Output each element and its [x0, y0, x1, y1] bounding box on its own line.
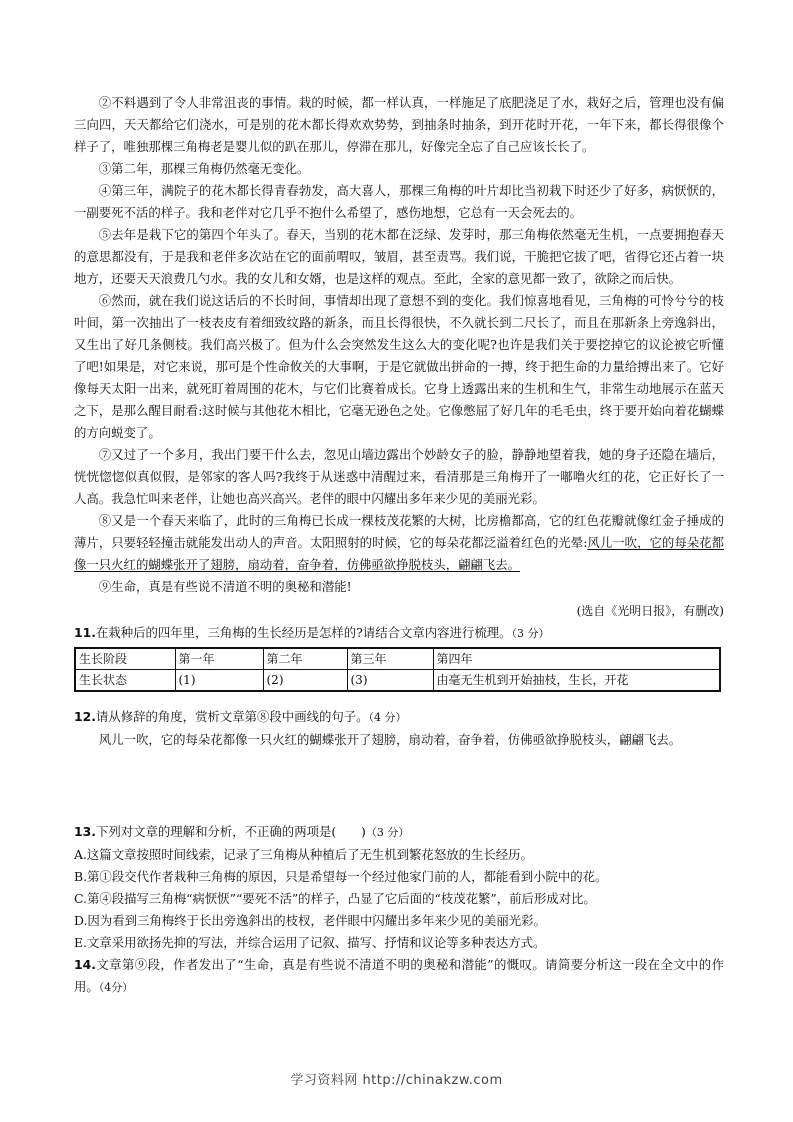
table-cell: 第三年: [347, 648, 433, 670]
question-14-text: 文章第⑨段，作者发出了“生命，真是有些说不清道不明的奥秘和潜能”的慨叹。请简要分析这一段在全文中的作用。: [74, 957, 724, 994]
table-cell: 第四年: [433, 648, 720, 670]
option-e: E.文章采用欲扬先抑的写法，并综合运用了记叙、描写、抒情和议论等多种表达方式。: [74, 935, 546, 950]
question-11: [74, 622, 724, 645]
question-12-quote: 风儿一吹，它的每朵花都像一只火红的蝴蝶张开了翅膀，扇动着，奋争着，仿佛亟欲挣脱枝头，翩翩飞去。: [98, 732, 682, 747]
question-12: [74, 706, 724, 729]
table-cell: 第二年: [263, 648, 347, 670]
question-14-points: （4分）: [98, 981, 134, 994]
question-12-text: 请从修辞的角度，赏析文章第⑧段中画线的句子。: [95, 709, 369, 724]
option-c: C.第④段描写三角梅“病恹恹”“要死不活”的样子，凸显了它后面的“枝茂花繁”，前后形成对比。: [74, 891, 596, 906]
answer-blank-3[interactable]: (3): [347, 670, 433, 692]
paragraph-7: ⑦又过了一个多月，我出门要干什么去，忽见山墙边露出个妙龄女子的脸，静静地望着我，她的身子还隐在墙后，恍恍惚惚似真似假，是邻家的客人吗?我终于从迷惑中清醒过来，看清那是三角梅开了一嘟噜火红的花，它正好长了一人高。我急忙叫来老伴，让她也高兴高兴。老伴的眼中闪耀出多年来少见的美丽光彩。: [74, 447, 724, 506]
table-cell: 由毫无生机到开始抽枝，生长，开花: [433, 670, 720, 692]
document-page: [74, 92, 724, 999]
option-b: B.第①段交代作者栽种三角梅的原因，只是希望每一个经过他家门前的人，都能看到小院中的花。: [74, 869, 608, 884]
question-13: [74, 821, 724, 844]
table-row: [75, 670, 720, 692]
answer-blank-2[interactable]: (2): [263, 670, 347, 692]
table-cell: 生长状态: [75, 670, 175, 692]
question-13-points: （3 分）: [365, 826, 410, 839]
answer-space[interactable]: [74, 751, 724, 821]
table-row: [75, 648, 720, 670]
source-note: (选自《光明日报》，有删改): [576, 604, 724, 618]
question-13-number: 13.: [74, 824, 96, 839]
paragraph-8: [74, 510, 724, 576]
underlined-sentence: 风儿一吹，它的每朵花都像一只火红的蝴蝶张开了翅膀，扇动着，奋争着，仿佛亟欲挣脱枝头，翩翩飞去。: [74, 535, 724, 572]
question-11-text: 在栽种后的四年里，三角梅的生长经历是怎样的?请结合文章内容进行梳理。: [95, 625, 512, 640]
table-cell: 第一年: [175, 648, 263, 670]
paragraph-8-text: ⑧又是一个春天来临了，此时的三角梅已长成一棵枝茂花繁的大树，比房檐都高，它的红色花瓣就像红金子捶成的薄片，只要轻轻撞击就能发出动人的声音。太阳照射的时候，它的每朵花都泛溢着红色的光晕:: [74, 513, 724, 550]
footer-watermark: 学习资料网 http://chinakzw.com: [290, 1073, 503, 1088]
paragraph-2: ②不料遇到了令人非常沮丧的事情。栽的时候，都一样认真，一样施足了底肥浇足了水，栽好之后，管理也没有偏三向四，天天都给它们浇水，可是别的花木都长得欢欢势势，到抽条时抽条，到开花时开花，一年下来，都长得很像个样子了，唯独那棵三角梅老是婴儿似的趴在那儿，停滞在那儿，好像完全忘了自己应该长长了。: [74, 95, 724, 154]
table-cell: 生长阶段: [75, 648, 175, 670]
question-13-text: 下列对文章的理解和分析，不正确的两项是( ): [95, 824, 366, 839]
paragraph-9: ⑨生命，真是有些说不清道不明的奥秘和潜能!: [98, 579, 352, 594]
question-14-number: 14.: [74, 957, 96, 972]
question-11-points: （3 分）: [511, 627, 550, 640]
option-d: D.因为看到三角梅终于长出旁逸斜出的枝杈，老伴眼中闪耀出多年来少见的美丽光彩。: [74, 913, 546, 928]
question-14: [74, 954, 724, 999]
paragraph-4: ④第三年，满院子的花木都长得青春勃发，高大喜人，那棵三角梅的叶片却比当初栽下时还少了好多，病恹恹的，一副要死不活的样子。我和老伴对它几乎不抱什么希望了，感伤地想，它总有一天会死去的。: [74, 183, 724, 220]
paragraph-6: ⑥然而，就在我们说这话后的不长时间，事情却出现了意想不到的变化。我们惊喜地看见，三角梅的可怜兮兮的枝叶间，第一次抽出了一枝表皮有着细致纹路的新条，而且长得很快，不久就长到二尺长了，而且在那新条上旁逸斜出，又生出了好几条侧枝。我们高兴极了。但为什么会突然发生这么大的变化呢?也许是我们关于要挖掉它的议论被它听懂了吧!如果是，对它来说，那可是个性命攸关的大事啊，于是它就做出拼命的一搏，终于把生命的力量给搏出来了。它好像每天太阳一出来，就死盯着周围的花木，与它们比赛着成长。它身上透露出来的生机和生气，非常生动地展示在蓝天之下，是那么醒目耐看:这时候与其他花木相比，它毫无逊色之处。它像憋屈了好几年的毛毛虫，终于要开始向着花蝴蝶的方向蜕变了。: [74, 293, 724, 440]
question-12-points: （4 分）: [368, 711, 407, 724]
question-11-number: 11.: [74, 625, 96, 640]
growth-table: [74, 647, 721, 692]
question-12-number: 12.: [74, 709, 96, 724]
answer-blank-1[interactable]: (1): [175, 670, 263, 692]
paragraph-3: ③第二年，那棵三角梅仍然毫无变化。: [98, 161, 310, 176]
option-a: A.这篇文章按照时间线索，记录了三角梅从种植后了无生机到繁花怒放的生长经历。: [74, 847, 533, 862]
paragraph-5: ⑤去年是栽下它的第四个年头了。春天，当别的花木都在泛绿、发芽时，那三角梅依然毫无生机，一点要拥抱春天的意思都没有，于是我和老伴多次站在它的面前喟叹，皱眉，甚至责骂。我们说，干脆把它拔了吧，省得它还占着一块地方，还要天天浪费几勺水。我的女儿和女婿，也是这样的观点。至此，全家的意见都一致了，欲除之而后快。: [74, 227, 724, 286]
